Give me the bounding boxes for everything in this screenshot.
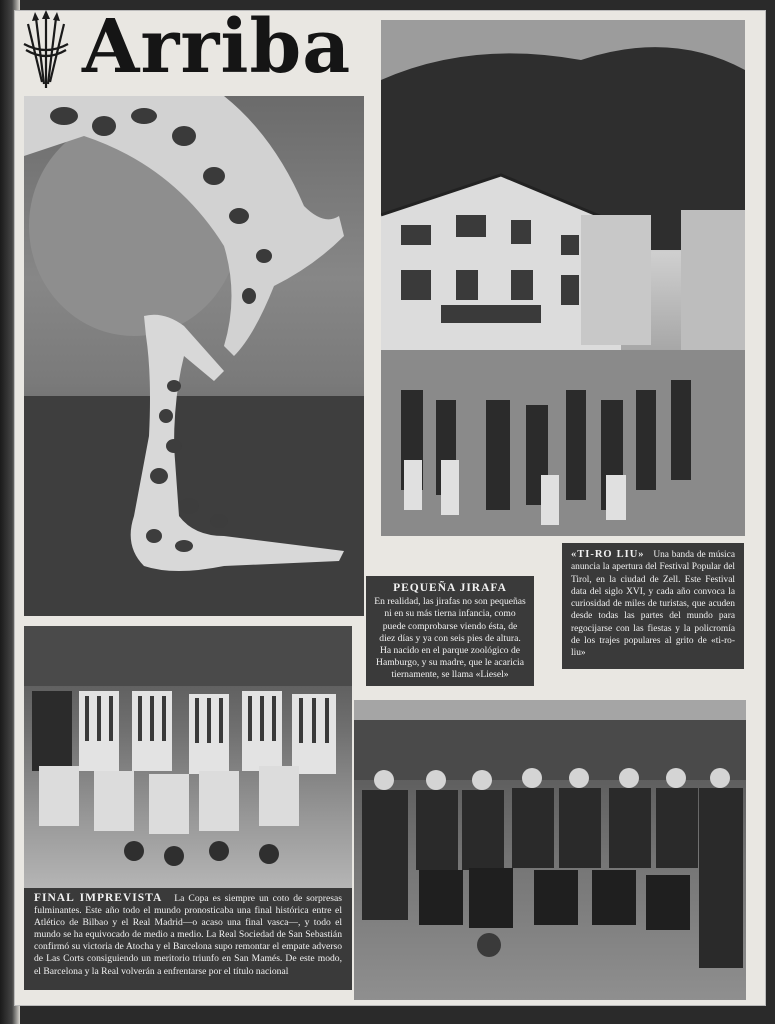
village-procession-photo xyxy=(381,20,745,536)
caption-heading: FINAL IMPREVISTA xyxy=(34,892,163,904)
caption-body: En realidad, las jirafas no son pequeñas ni en su más tierna infancia, como puede comprobarse viendo ésta, de diez días y ya con seis pies de altura. Ha nacido en el parque zoológico de Hamburgo, y su madre, que le acaricia tiernamente, se llama «Liesel» xyxy=(374,596,526,681)
football-team-dark-photo xyxy=(354,700,746,1000)
giraffe-illustration xyxy=(24,96,364,616)
caption-pequena-jirafa xyxy=(366,576,534,686)
caption-heading: «TI-RO LIU» xyxy=(571,549,645,560)
giraffe-photo xyxy=(24,96,364,616)
village-illustration xyxy=(381,20,745,536)
caption-body: Una banda de música anuncia la apertura del Festival Popular del Tirol, en la ciudad de Zell. Este Festival data del siglo XVI, y cada año convoca la curiosidad de miles de turistas, que acuden desde todas las partes del mundo para regocijarse con las fiestas y la policromía de los trajes populares al grito de «ti-ro-liu» xyxy=(571,550,735,659)
magazine-title: Arriba xyxy=(82,4,352,90)
caption-body: La Copa es siempre un coto de sorpresas fulminantes. Este año todo el mundo pronosticaba una final histórica entre el Atlético de Bilbao y el Real Madrid—o acaso una final vasca—, y todo el mundo se ha equivocado de medio a medio. La Real Sociedad de San Sebastián confirmó su victoria de Atocha y el Barcelona supo remontar el empate adverso de Las Corts consiguiendo un meritorio triunfo en San Mamés. De este modo, el Barcelona y la Real volverán a enfrentarse por el título nacional xyxy=(34,893,342,977)
caption-heading: PEQUEÑA JIRAFA xyxy=(393,582,507,594)
team-striped-illustration xyxy=(24,626,352,888)
team-dark-illustration xyxy=(354,700,746,1000)
caption-ti-ro-liu xyxy=(562,543,744,669)
caption-final-imprevista xyxy=(24,888,352,990)
football-team-striped-photo xyxy=(24,626,352,888)
yoke-and-arrows-icon xyxy=(18,10,74,90)
